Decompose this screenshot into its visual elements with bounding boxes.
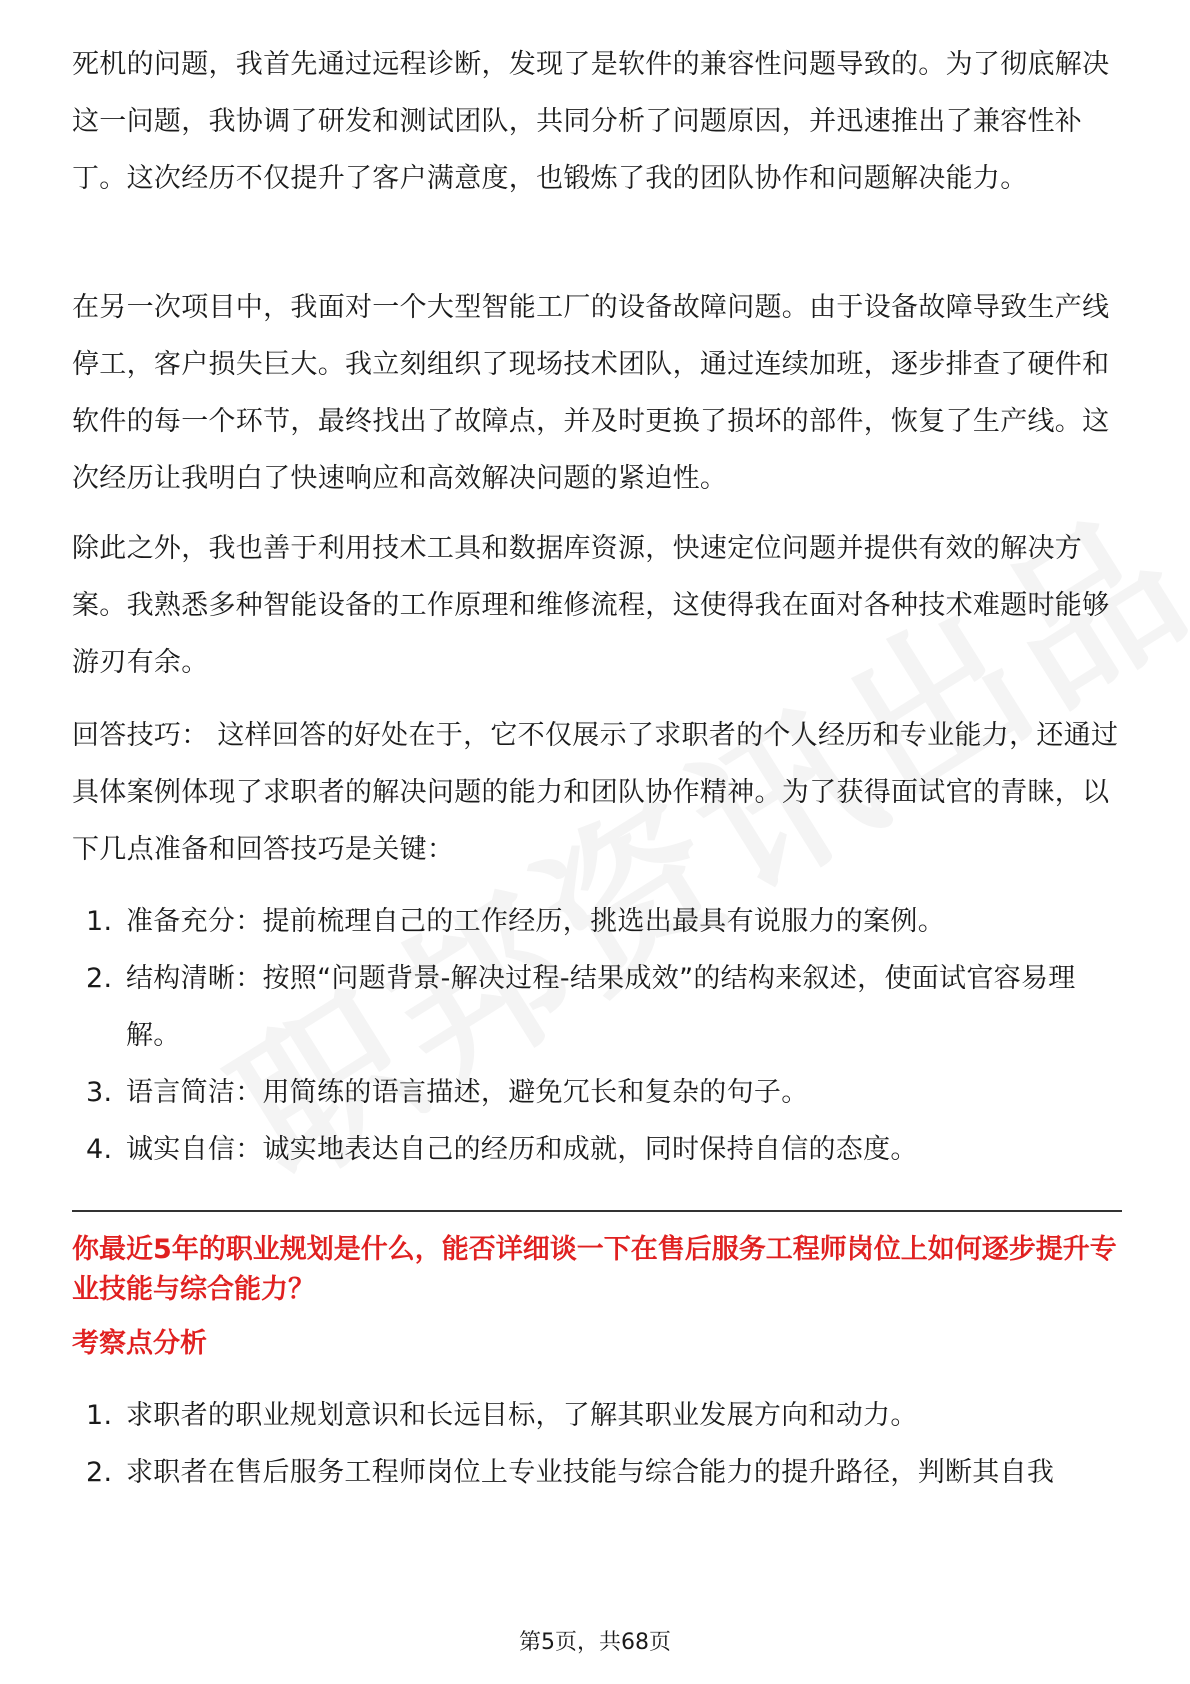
list-number: 3. (86, 1077, 113, 1108)
section-divider (72, 1210, 1122, 1212)
list-text: 诚实自信：诚实地表达自己的经历和成就，同时保持自信的态度。 (126, 1134, 918, 1165)
question-title: 你最近5年的职业规划是什么，能否详细谈一下在售后服务工程师岗位上如何逐步提升专业技能与综合能力？ (72, 1234, 1117, 1305)
list-item (72, 1064, 1122, 1121)
list-text: 求职者在售后服务工程师岗位上专业技能与综合能力的提升路径，判断其自我 (126, 1457, 1055, 1488)
list-text: 语言简洁：用简练的语言描述，避免冗长和复杂的句子。 (126, 1077, 809, 1108)
list-text: 结构清晰：按照“问题背景-解决过程-结果成效”的结构来叙述，使面试官容易理解。 (126, 963, 1076, 1051)
list-number: 2. (86, 1457, 113, 1488)
list-text: 准备充分：提前梳理自己的工作经历，挑选出最具有说服力的案例。 (126, 906, 945, 937)
list-number: 1. (86, 906, 113, 937)
paragraph-1: 死机的问题，我首先通过远程诊断，发现了是软件的兼容性问题导致的。为了彻底解决这一问题，我协调了研发和测试团队，共同分析了问题原因，并迅速推出了兼容性补丁。这次经历不仅提升了客户满意度，也锻炼了我的团队协作和问题解决能力。 (72, 49, 1110, 194)
analysis-list (72, 1387, 1122, 1501)
paragraph-2: 在另一次项目中，我面对一个大型智能工厂的设备故障问题。由于设备故障导致生产线停工，客户损失巨大。我立刻组织了现场技术团队，通过连续加班，逐步排查了硬件和软件的每一个环节，最终找出了故障点，并及时更换了损坏的部件，恢复了生产线。这次经历让我明白了快速响应和高效解决问题的紧迫性。 (72, 292, 1110, 494)
list-number: 1. (86, 1400, 113, 1431)
list-text: 求职者的职业规划意识和长远目标，了解其职业发展方向和动力。 (126, 1400, 918, 1431)
analysis-heading: 考察点分析 (72, 1328, 207, 1359)
paragraph-3: 除此之外，我也善于利用技术工具和数据库资源，快速定位问题并提供有效的解决方案。我熟悉多种智能设备的工作原理和维修流程，这使得我在面对各种技术难题时能够游刃有余。 (72, 533, 1110, 678)
list-item (72, 1444, 1122, 1501)
list-item (72, 1387, 1122, 1444)
tips-list (72, 893, 1122, 1178)
list-number: 2. (86, 963, 113, 994)
list-number: 4. (86, 1134, 113, 1165)
list-item (72, 893, 1122, 950)
list-item (72, 1121, 1122, 1178)
answer-tips-paragraph: 回答技巧： 这样回答的好处在于，它不仅展示了求职者的个人经历和专业能力，还通过具体案例体现了求职者的解决问题的能力和团队协作精神。为了获得面试官的青睐，以下几点准备和回答技巧是关键： (72, 720, 1119, 865)
page-number: 第5页，共68页 (519, 1630, 671, 1655)
list-item (72, 950, 1122, 1064)
